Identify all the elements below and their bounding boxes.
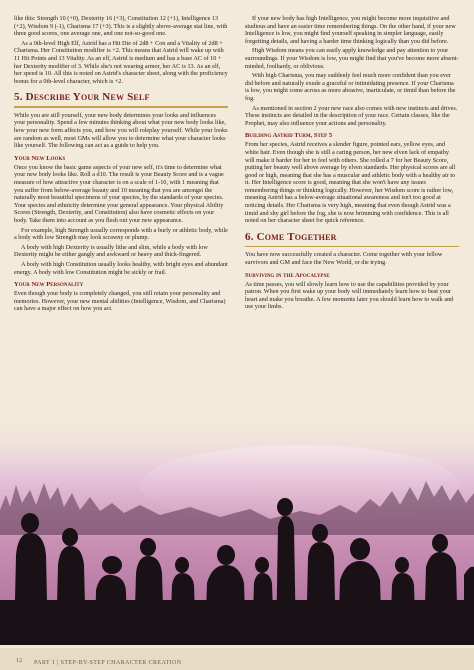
survivors-silhouette-illustration [0,415,474,645]
right-intro-paragraph-4: As mentioned in section 2 your new race also comes with new instincts and drives. These instincts are detailed in the description of your race. Certain classes, like the Prophet, may also influence your actions and personality. [245,104,458,127]
right-intro-paragraph-2: High Wisdom means you can easily apply knowledge and pay attention to your surroundings. If your Wisdom is low, you might find that you've become more absent-minded, foolhardy, or oblivious. [245,47,459,70]
right-column [245,15,459,313]
astrid-paragraph-1: From her species, Astrid receives a slender figure, pointed ears, yellow eyes, and white hair. Even though she is still a caring person, her new elven lack of empathy will make it harder for her to feel with others. She rolled a 7 for her Beauty Score, putting her beauty well above average by elven standards. Her physical scores are all good or high, meaning that she has a muscular and athletic body with a healthy air to it. Her Intelligence score is good, meaning that she won't have any issues remembering things or thinking logically. However, her Wisdom score is rather low, meaning Astrid has a below-average situational awareness and isn't too good at noticing details. Her Charisma is very high, meaning that even though Astrid was a timid and shy girl before the fog, she is now brimming with confidence. This is all noted on her character sheet for quick reference. [245,141,456,225]
section-5-heading: 5. Describe Your New Self [14,91,150,104]
surviving-paragraph-1: As time passes, you will slowly learn how to use the capabilities provided by your patron. When you first wake up your body will immediately learn how to beat your heart and make you breathe. A few moments later you should learn how to walk and use your limbs. [245,280,454,311]
your-new-personality-heading: Your New Personality [14,281,84,289]
page-number: 12 [16,658,22,664]
looks-paragraph-4: A body with high Constitution usually looks healthy, with bright eyes and abundant energy. A body with low Constitution might be sickly or frail. [14,260,228,276]
section-6-rule [245,246,459,248]
looks-paragraph-3: A body with high Dexterity is usually lithe and slim, while a body with low Dexterity might be either gangly and awkward or heavy and thick-fingered. [14,243,208,259]
your-new-looks-heading: Your New Looks [14,154,66,162]
looks-paragraph-2: For example, high Strength usually corresponds with a burly or athletic body, while a body with low Strength may look scrawny or plump. [14,226,228,242]
footer-chapter-label: PART 1 | STEP-BY-STEP CHARACTER CREATION [34,660,182,666]
surviving-apocalypse-heading: Surviving in the Apocalypse [245,271,330,279]
personality-paragraph-1: Even though your body is completely changed, you still retain your personality and memories. However, your new mental abilities (Intelligence, Wisdom, and Charisma) can have a major effect on how you act. [14,290,226,313]
building-astrid-heading: Building Astrid Turm, Step 5 [245,132,333,140]
left-intro-paragraph-1: like this: Strength 10 (+0), Dexterity 16 (+3), Constitution 12 (+1), Intelligence 13 (+2), Wisdom 9 (-1), Charisma 17 (+3). This is a slightly above-average stat line, with three good scores, one average one, and one not-so-good one. [14,15,228,38]
left-column [14,15,228,315]
section-6-paragraph: You have now successfully created a character. Come together with your fellow survivors and GM and face the New World, or die trying. [245,251,443,266]
section-5-paragraph: While you are still yourself, your new body determines your looks and influences your personality. Spend a few minutes thinking about what your new body looks like, how your new form affects you, and how you will roleplay yourself. While your looks are random as well, most GMs will allow you to determine what your character looks like yourself. The following can act as a guide to help you. [14,111,228,150]
looks-paragraph-1: Once you know the basic game aspects of your new self, it's time to determine what your new body looks like. Roll a d10. The result is your Beauty Score and is a vague measure of how attractive your character is on a scale of 1-10, with 1 meaning that you suffer from below-average beauty and 10 meaning that you are amongst the naturally most beautiful specimens of your species, by the standards of your species. Your species and ethnicity determine your general appearance. Your physical Ability Scores (Strength, Dexterity, and Constitution) also have cosmetic effects on your body. Take them into account as you flesh out your new appearance. [14,163,224,224]
left-intro-paragraph-2: As a 0th-level High Elf, Astrid has a Hit Die of 2d8 + Con and a Vitality of 2d8 + Charisma. Her Constitution modifier is +2. This means that Astrid will wake up with 11 Hit Points and 13 Vitality. As an elf, Astrid is medium and has a base AC of 10 + her Dexterity modifier of 3. While she's not wearing armor, her AC is 13. As an elf, her speed is 10. All this is noted on Astrid's character sheet, along with the proficiency bonus for a 0th-level character, which is +2. [14,39,228,85]
right-intro-paragraph-3: With high Charisma, you may suddenly feel much more confident than you ever did before and naturally exude a graceful or intimidating presence. If your Charisma is low, you might come across as more abrasive, inarticulate, or timid than before the fog. [245,72,456,102]
page-footer [0,648,474,670]
section-6-heading: 6. Come Together [245,230,337,243]
right-intro-paragraph-1: If your new body has high Intelligence, you might become more inquisitive and studious and have an easier time remembering things. On the other hand, if your new Intelligence is low, you might find yourself speaking in simpler language, easily forgetting details, and having a harder time thinking logically than you did before. [245,15,456,45]
section-5-rule [14,106,228,108]
